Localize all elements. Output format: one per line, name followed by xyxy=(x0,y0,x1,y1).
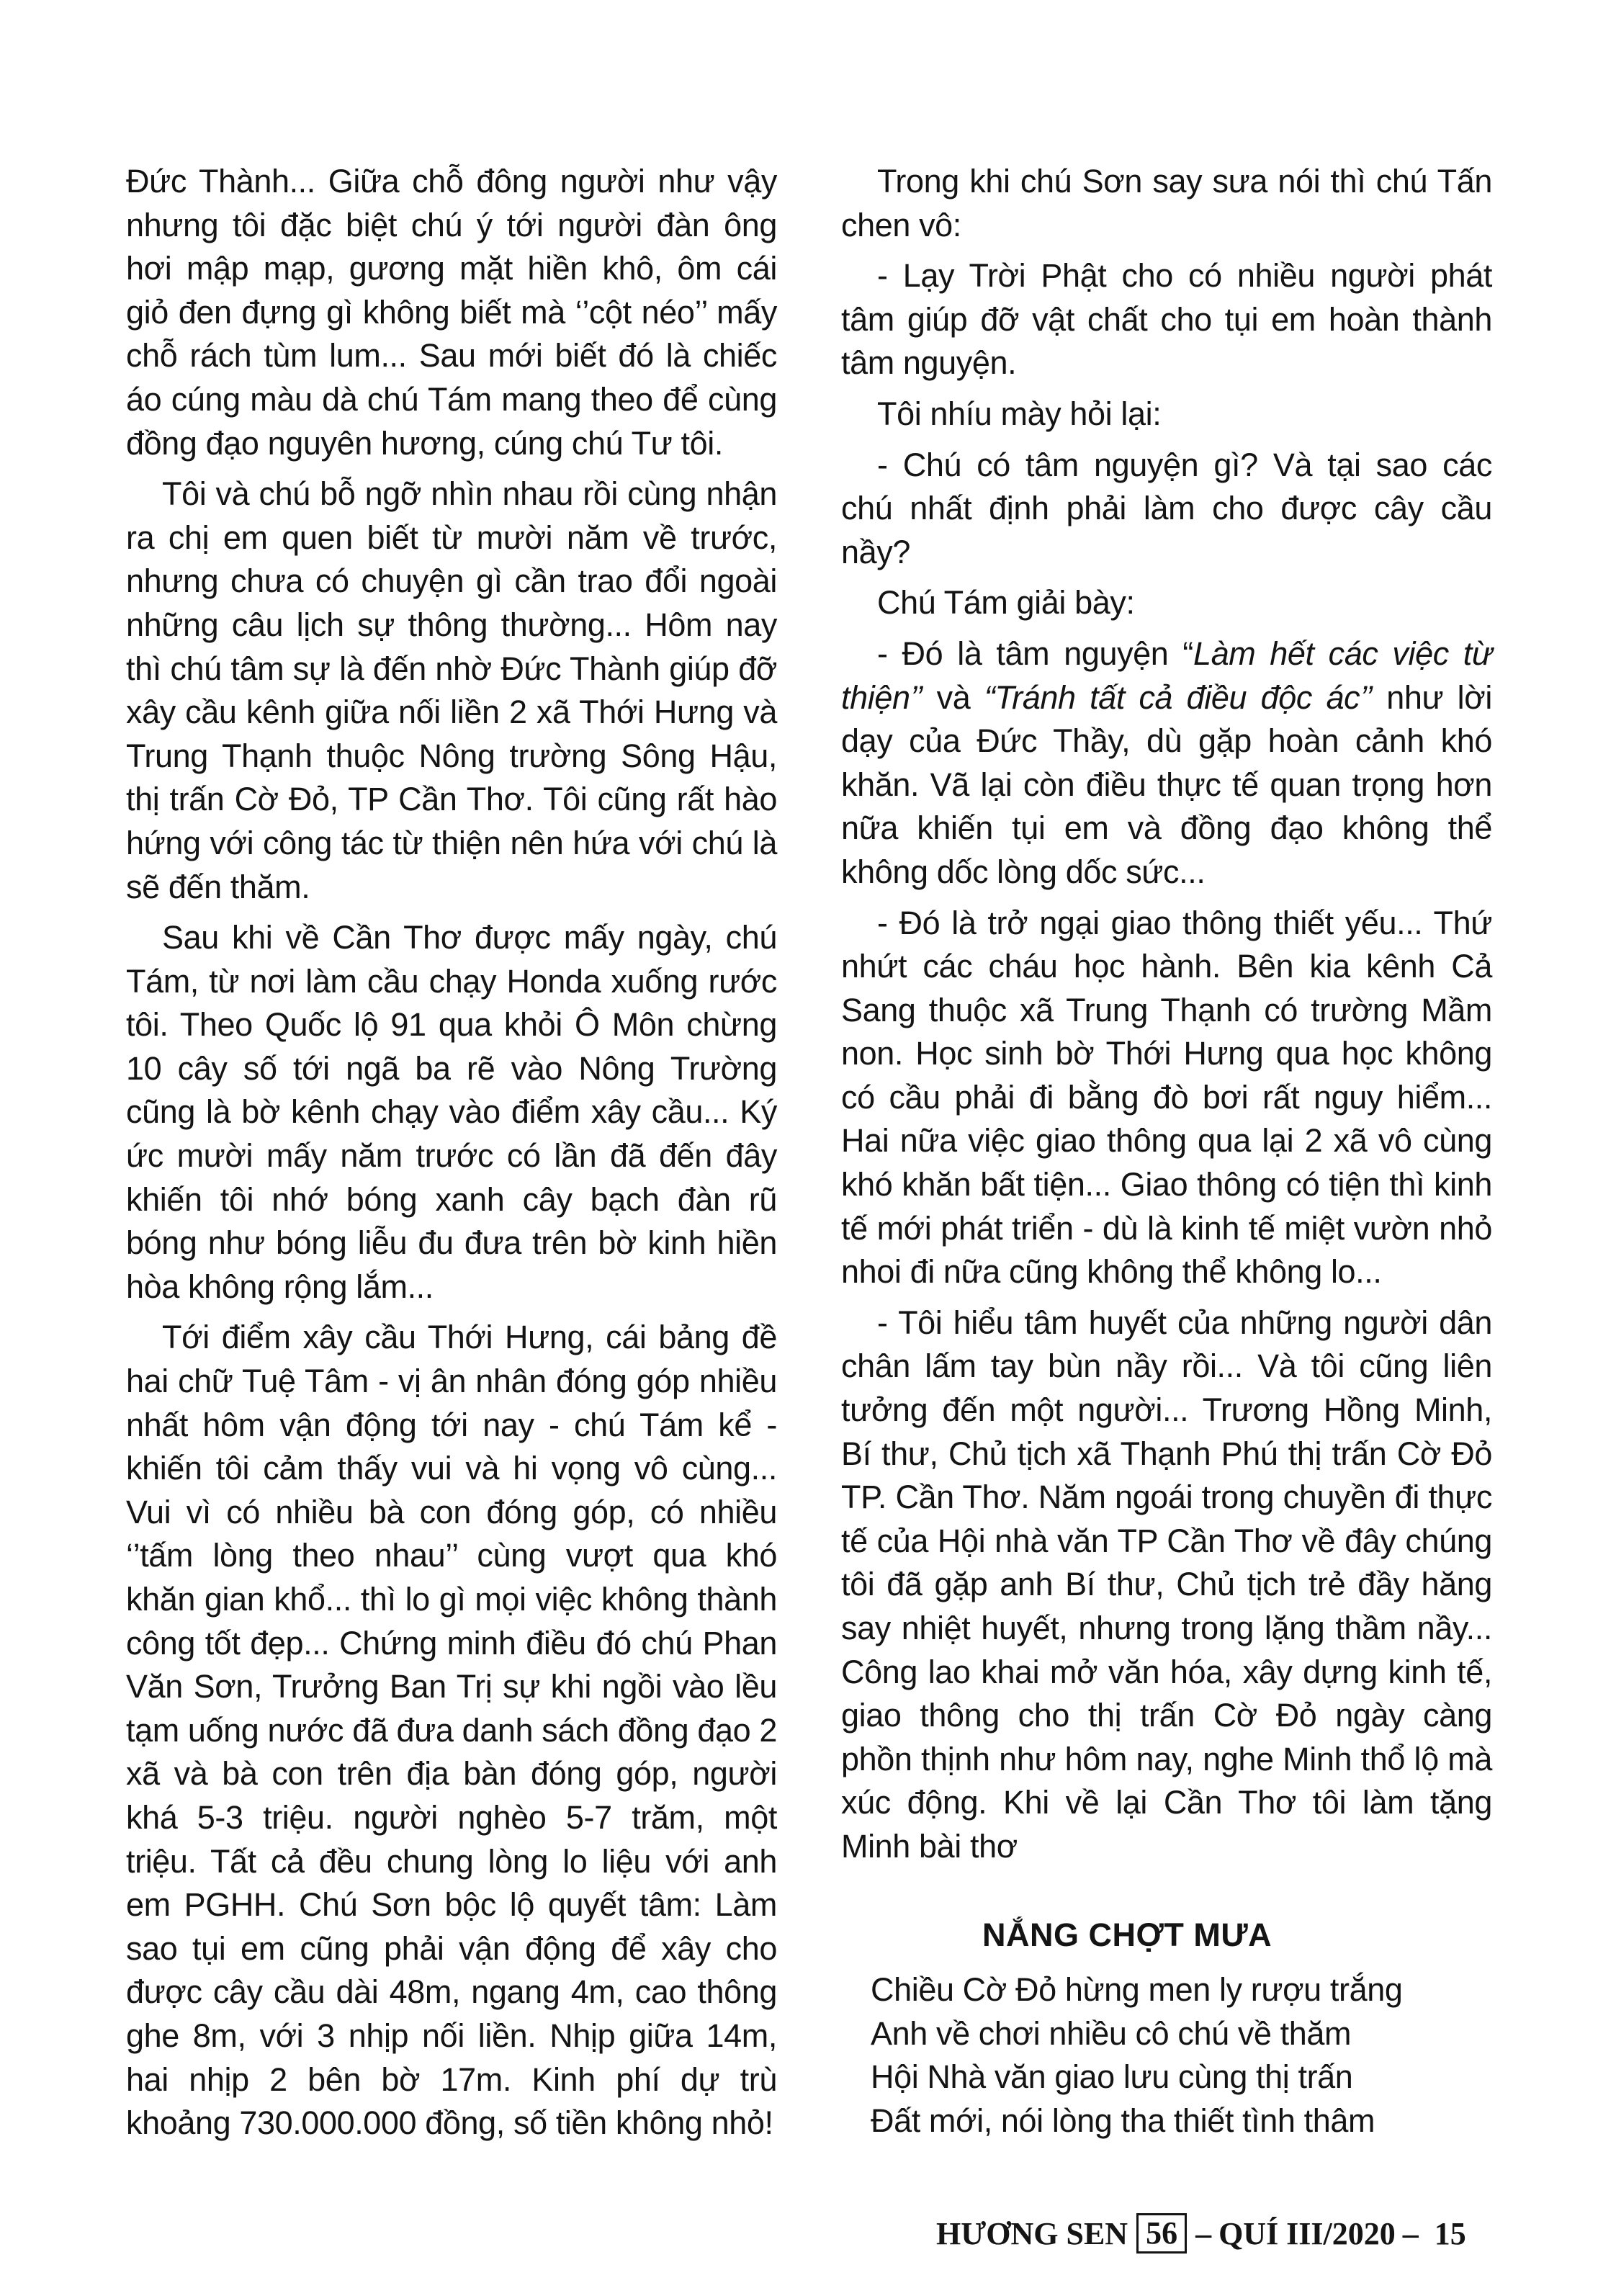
poem-line: Anh về chơi nhiều cô chú về thăm xyxy=(871,2014,1352,2052)
footer-dash: – xyxy=(1195,2215,1212,2251)
poem-line: Đất mới, nói lòng tha thiết tình thâm xyxy=(871,2102,1375,2139)
paragraph: - Tôi hiểu tâm huyết của những người dân chân lấm tay bùn nầy rồi... Và tôi cũng liên tưởng đến một người... Trương Hồng Minh, Bí thư, Chủ tịch xã Thạnh Phú thị trấn Cờ Đỏ TP. Cần Thơ. Năm ngoái trong chuyền đi thực tế của Hội nhà văn TP Cần Thơ về đây chúng tôi đã gặp anh Bí thư, Chủ tịch trẻ đầy hăng say nhiệt huyết, nhưng trong lặng thầm nầy... Công lao khai mở văn hóa, xây dựng kinh tế, giao thông cho thị trấn Cờ Đỏ ngày càng phồn thịnh như hôm nay, nghe Minh thổ lộ mà xúc động. Khi về lại Cần Thơ tôi làm tặng Minh bài thơ xyxy=(841,1304,1492,1865)
paragraph: Tới điểm xây cầu Thới Hưng, cái bảng đề hai chữ Tuệ Tâm - vị ân nhân đóng góp nhiều nhất hôm vận động tới nay - chú Tám kể - khiến tôi cảm thấy vui và hi vọng vô cùng... Vui vì có nhiều bà con đóng góp, có nhiều ‘’tấm lòng theo nhau’’ cùng vượt qua khó khăn gian khổ... thì lo gì mọi việc không thành công tốt đẹp... Chứng minh điều đó chú Phan Văn Sơn, Trưởng Ban Trị sự khi ngồi vào lều tạm uống nước đã đưa danh sách đồng đạo 2 xã và bà con trên địa bàn đóng góp, người khá 5-3 triệu. người nghèo 5-7 trăm, một triệu. Tất cả đều chung lòng lo liệu với anh em PGHH. Chú Sơn bộc lộ quyết tâm: Làm sao tụi em cũng phải vận động để xây cho được cây cầu dài 48m, ngang 4m, cao thông ghe 8m, với 3 nhịp nối liền. Nhịp giữa 14m, hai nhịp 2 bên bờ 17m. Kinh phí dự trù khoảng 730.000.000 đồng, số tiền không nhỏ! xyxy=(126,1319,778,2142)
page-footer xyxy=(936,2208,1466,2259)
paragraph: Chú Tám giải bày: xyxy=(877,584,1135,622)
poem-title: NẮNG CHỢT MƯA xyxy=(982,1916,1272,1953)
paragraph: Tôi nhíu mày hỏi lại: xyxy=(877,395,1162,432)
paragraph: Tôi và chú bỗ ngỡ nhìn nhau rồi cùng nhận ra chị em quen biết từ mười năm về trước, nhưng chưa có chuyện gì cần trao đổi ngoài những câu lịch sự thông thường... Hôm nay thì chú tâm sự là đến nhờ Đức Thành giúp đỡ xây cầu kênh giữa nối liền 2 xã Thới Hưng và Trung Thạnh thuộc Nông trường Sông Hậu, thị trấn Cờ Đỏ, TP Cần Thơ. Tôi cũng rất hào hứng với công tác từ thiện nên hứa với chú là sẽ đến thăm. xyxy=(126,475,777,905)
italic-quote: Làm hết các việc từ thiện’’ xyxy=(841,634,1492,716)
paragraph: Trong khi chú Sơn say sưa nói thì chú Tấn chen vô: xyxy=(841,163,1492,243)
poem-line: Hội Nhà văn giao lưu cùng thị trấn xyxy=(871,2058,1353,2096)
text-run: - Đó là tâm nguyện “ xyxy=(877,634,1193,672)
paragraph: Đức Thành... Giữa chỗ đông người như vậy nhưng tôi đặc biệt chú ý tới người đàn ông hơi mập mạp, gương mặt hiền khô, ôm cái giỏ đen đựng gì không biết mà ‘’cột néo’’ mấy chỗ rách tùm lum... Sau mới biết đó là chiếc áo cúng màu dà chú Tám mang theo để cùng đồng đạo nguyên hương, cúng chú Tư tôi. xyxy=(126,163,777,462)
italic-quote: “Tránh tất cả điều độc ác’’ xyxy=(984,678,1373,716)
paragraph: Sau khi về Cần Thơ được mấy ngày, chú Tám, từ nơi làm cầu chạy Honda xuống rước tôi. Theo Quốc lộ 91 qua khỏi Ô Môn chừng 10 cây số tới ngã ba rẽ vào Nông Trường cũng là bờ kênh chạy vào điểm xây cầu... Ký ức mười mấy năm trước có lần đã đến đây khiến tôi nhớ bóng xanh cây bạch đàn rũ bóng như bóng liễu đu đưa trên bờ kinh hiền hòa không rộng lắm... xyxy=(126,919,777,1305)
footer-dash: – xyxy=(1402,2215,1419,2251)
issue-number-box: 56 xyxy=(1136,2213,1187,2254)
text-run: như lời dạy của Đức Thầy, dù gặp hoàn cảnh khó khăn. Vã lại còn điều thực tế quan trọng hơn nữa khiến tụi em và đồng đạo không thể không dốc lòng dốc sức... xyxy=(841,678,1492,890)
paragraph: - Chú có tâm nguyện gì? Và tại sao các chú nhất định phải làm cho được cây cầu nầy? xyxy=(841,446,1492,570)
page-number: 15 xyxy=(1434,2215,1466,2251)
poem-line: Chiều Cờ Đỏ hừng men ly rượu trắng xyxy=(871,1971,1403,2009)
paragraph: - Lạy Trời Phật cho có nhiều người phát tâm giúp đỡ vật chất cho tụi em hoàn thành tâm nguyện. xyxy=(841,257,1492,382)
quarter-label: QUÍ III/2020 xyxy=(1218,2215,1396,2251)
left-column xyxy=(126,160,777,2153)
magazine-name: HƯƠNG SEN xyxy=(936,2215,1128,2251)
text-run: và xyxy=(923,678,984,716)
paragraph: - Đó là trở ngại giao thông thiết yếu... Thứ nhứt các cháu học hành. Bên kia kênh Cả Sang thuộc xã Trung Thạnh có trường Mầm non. Học sinh bờ Thới Hưng qua học không có cầu phải đi bằng đò bơi rất nguy hiểm... Hai nữa việc giao thông qua lại 2 xã vô cùng khó khăn bất tiện... Giao thông có tiện thì kinh tế mới phát triển - dù là kinh tế miệt vườn nhỏ nhoi đi nữa cũng không thể không lo... xyxy=(841,904,1492,1291)
paragraph-quote xyxy=(841,632,1492,894)
right-column xyxy=(841,160,1492,2143)
